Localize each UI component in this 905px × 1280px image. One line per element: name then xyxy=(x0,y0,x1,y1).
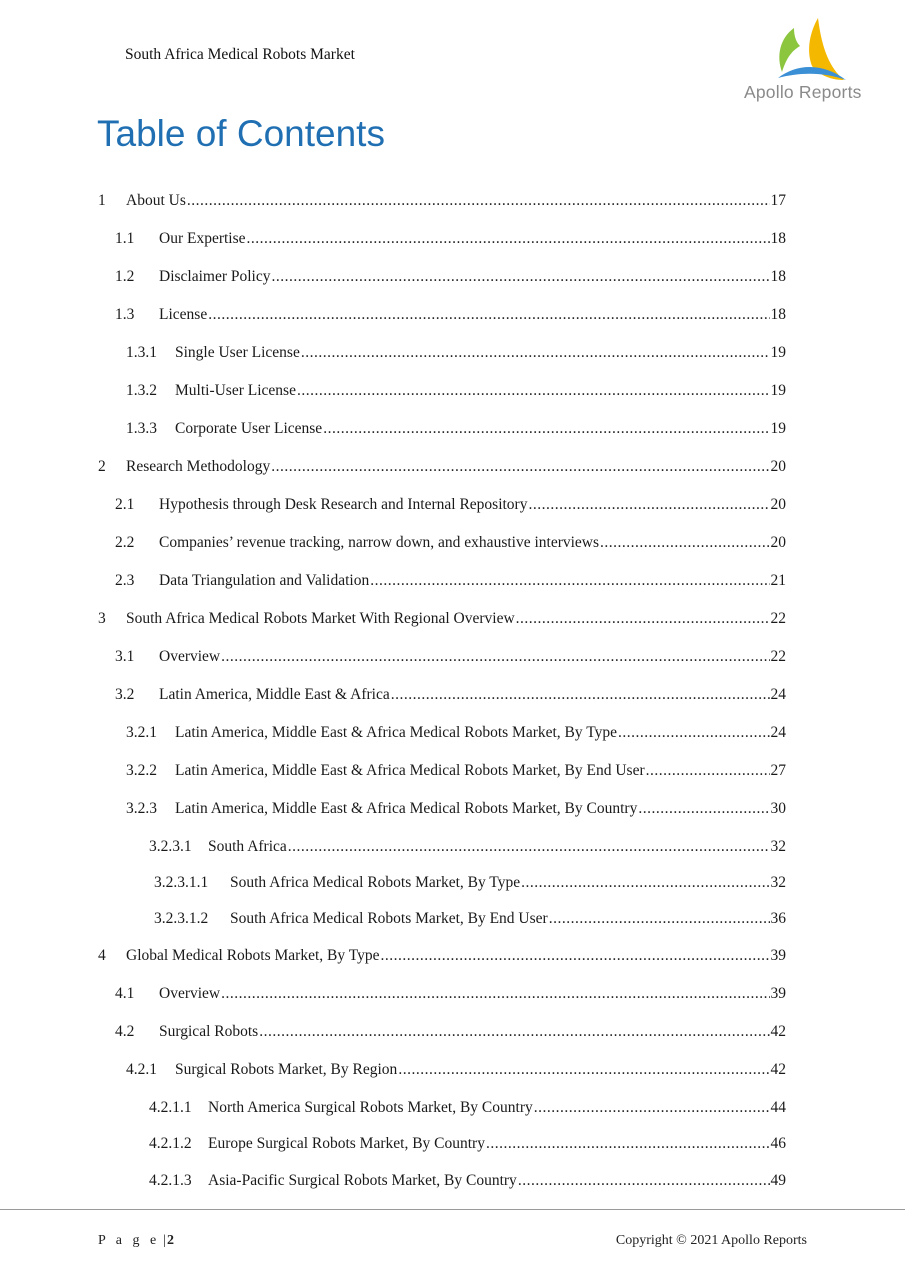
toc-dot-leader xyxy=(208,305,769,325)
toc-dot-leader xyxy=(380,946,769,966)
toc-entry[interactable] xyxy=(98,946,786,966)
toc-entry-title: South Africa xyxy=(208,838,287,855)
toc-entry[interactable] xyxy=(126,1060,786,1080)
toc-dot-leader xyxy=(271,457,769,477)
toc-entry[interactable] xyxy=(126,343,786,363)
toc-entry[interactable] xyxy=(149,837,786,857)
header-title: South Africa Medical Robots Market xyxy=(125,46,355,63)
toc-dot-leader xyxy=(398,1060,769,1080)
toc-entry-page: 24 xyxy=(770,686,786,703)
toc-entry-number: 2.1 xyxy=(115,496,135,513)
toc-entry[interactable] xyxy=(126,419,786,439)
toc-entry-number: 1.3.2 xyxy=(126,382,157,399)
toc-entry-title: Data Triangulation and Validation xyxy=(159,572,370,589)
toc-dot-leader xyxy=(391,685,770,705)
toc-entry-number: 3 xyxy=(98,610,106,627)
toc-entry-title: License xyxy=(159,306,208,323)
toc-dot-leader xyxy=(221,647,769,667)
toc-entry-title: Disclaimer Policy xyxy=(159,268,271,285)
toc-entry-title: Latin America, Middle East & Africa Medical Robots Market, By Country xyxy=(175,800,638,817)
toc-entry[interactable] xyxy=(115,571,786,591)
toc-entry[interactable] xyxy=(115,495,786,515)
toc-entry-number: 4.2.1.1 xyxy=(149,1099,192,1116)
toc-entry-page: 19 xyxy=(770,344,786,361)
toc-entry[interactable] xyxy=(115,229,786,249)
toc-entry[interactable] xyxy=(115,267,786,287)
toc-dot-leader xyxy=(272,267,770,287)
toc-entry-title: Global Medical Robots Market, By Type xyxy=(126,947,380,964)
toc-entry-number: 3.2.3.1.1 xyxy=(154,874,209,891)
toc-entry-page: 21 xyxy=(770,572,786,589)
toc-entry-title: Research Methodology xyxy=(126,458,271,475)
toc-entry-page: 39 xyxy=(770,947,786,964)
toc-dot-leader xyxy=(638,799,769,819)
toc-entry-title: North America Surgical Robots Market, By Country xyxy=(208,1099,533,1116)
toc-entry[interactable] xyxy=(115,1022,786,1042)
toc-entry-number: 1 xyxy=(98,192,106,209)
toc-entry-number: 4 xyxy=(98,947,106,964)
toc-entry-number: 2.3 xyxy=(115,572,135,589)
toc-entry-page: 36 xyxy=(770,910,786,927)
toc-dot-leader xyxy=(518,1171,770,1191)
toc-entry-title: Hypothesis through Desk Research and Internal Repository xyxy=(159,496,528,513)
toc-entry-number: 3.1 xyxy=(115,648,135,665)
toc-heading: Table of Contents xyxy=(97,113,385,154)
toc-dot-leader xyxy=(259,1022,769,1042)
toc-entry-number: 4.2.1.2 xyxy=(149,1135,192,1152)
toc-entry-title: Surgical Robots xyxy=(159,1023,259,1040)
toc-entry-number: 3.2.2 xyxy=(126,762,157,779)
toc-entry-title: South Africa Medical Robots Market, By Type xyxy=(230,874,521,891)
apollo-reports-logo xyxy=(742,14,882,106)
toc-dot-leader xyxy=(486,1134,770,1154)
toc-entry[interactable] xyxy=(126,761,786,781)
toc-entry-title: Asia-Pacific Surgical Robots Market, By Country xyxy=(208,1172,517,1189)
toc-entry-title: Our Expertise xyxy=(159,230,246,247)
toc-entry[interactable] xyxy=(115,984,786,1004)
toc-entry-page: 32 xyxy=(770,838,786,855)
toc-entry-number: 4.1 xyxy=(115,985,135,1002)
toc-entry-title: Latin America, Middle East & Africa xyxy=(159,686,390,703)
toc-dot-leader xyxy=(618,723,770,743)
toc-entry-title: Europe Surgical Robots Market, By Country xyxy=(208,1135,485,1152)
toc-entry-number: 2 xyxy=(98,458,106,475)
toc-entry-page: 19 xyxy=(770,420,786,437)
toc-entry[interactable] xyxy=(149,1171,786,1191)
toc-entry-page: 22 xyxy=(770,648,786,665)
toc-entry-title: Multi-User License xyxy=(175,382,296,399)
toc-dot-leader xyxy=(288,837,770,857)
toc-entry-number: 2.2 xyxy=(115,534,135,551)
toc-entry-page: 42 xyxy=(770,1061,786,1078)
toc-entry-number: 3.2 xyxy=(115,686,135,703)
toc-entry[interactable] xyxy=(154,909,786,929)
toc-dot-leader xyxy=(549,909,770,929)
toc-dot-leader xyxy=(646,761,770,781)
toc-dot-leader xyxy=(301,343,770,363)
toc-entry-title: South Africa Medical Robots Market With Regional Overview xyxy=(126,610,515,627)
toc-dot-leader xyxy=(323,419,769,439)
toc-entry-page: 18 xyxy=(770,230,786,247)
toc-entry[interactable] xyxy=(115,647,786,667)
footer-page-label: P a g e xyxy=(98,1233,160,1248)
toc-entry-page: 39 xyxy=(770,985,786,1002)
toc-entry[interactable] xyxy=(115,533,786,553)
toc-entry-title: Overview xyxy=(159,648,221,665)
toc-entry-page: 20 xyxy=(770,496,786,513)
toc-entry-page: 20 xyxy=(770,534,786,551)
toc-entry-page: 22 xyxy=(770,610,786,627)
toc-entry-page: 19 xyxy=(770,382,786,399)
toc-entry[interactable] xyxy=(149,1134,786,1154)
footer-separator: | xyxy=(163,1233,167,1248)
toc-entry[interactable] xyxy=(154,873,786,893)
toc-entry-page: 42 xyxy=(770,1023,786,1040)
toc-dot-leader xyxy=(221,984,769,1004)
toc-dot-leader xyxy=(370,571,769,591)
footer-copyright: Copyright © 2021 Apollo Reports xyxy=(615,1233,807,1248)
toc-entry-title: Single User License xyxy=(175,344,300,361)
toc-entry-number: 1.1 xyxy=(115,230,135,247)
toc-entry-number: 3.2.3 xyxy=(126,800,157,817)
toc-entry-number: 1.2 xyxy=(115,268,135,285)
toc-entry-title: Latin America, Middle East & Africa Medical Robots Market, By Type xyxy=(175,724,617,741)
toc-entry-title: Companies’ revenue tracking, narrow down, and exhaustive interviews xyxy=(159,534,600,551)
toc-entry[interactable] xyxy=(98,609,786,629)
toc-entry-number: 3.2.3.1.2 xyxy=(154,910,209,927)
toc-entry[interactable] xyxy=(98,457,786,477)
toc-entry-page: 46 xyxy=(770,1135,786,1152)
toc-entry-page: 32 xyxy=(770,874,786,891)
toc-entry[interactable] xyxy=(115,685,786,705)
toc-entry-number: 4.2.1 xyxy=(126,1061,157,1078)
toc-dot-leader xyxy=(247,229,770,249)
toc-entry-title: Overview xyxy=(159,985,221,1002)
toc-entry[interactable] xyxy=(98,191,786,211)
toc-entry[interactable] xyxy=(126,723,786,743)
toc-entry-title: South Africa Medical Robots Market, By End User xyxy=(230,910,548,927)
logo-green-leaf xyxy=(779,28,800,72)
toc-dot-leader xyxy=(297,381,770,401)
logo-text: Apollo Reports xyxy=(744,82,862,102)
toc-entry-number: 1.3.1 xyxy=(126,344,157,361)
apollo-logo-icon xyxy=(772,14,848,84)
toc-dot-leader xyxy=(521,873,769,893)
toc-entry-page: 20 xyxy=(770,458,786,475)
toc-entry-number: 1.3 xyxy=(115,306,135,323)
toc-entry-number: 4.2 xyxy=(115,1023,135,1040)
toc-entry-page: 27 xyxy=(770,762,786,779)
toc-entry-title: About Us xyxy=(126,192,186,209)
toc-entry-title: Corporate User License xyxy=(175,420,323,437)
toc-entry[interactable] xyxy=(115,305,786,325)
toc-entry-page: 49 xyxy=(770,1172,786,1189)
toc-entry[interactable] xyxy=(149,1098,786,1118)
toc-entry-page: 44 xyxy=(770,1099,786,1116)
toc-entry-number: 4.2.1.3 xyxy=(149,1172,192,1189)
toc-dot-leader xyxy=(516,609,770,629)
toc-entry-page: 17 xyxy=(770,192,786,209)
toc-entry-page: 18 xyxy=(770,268,786,285)
toc-entry-page: 18 xyxy=(770,306,786,323)
footer-page-value: 2 xyxy=(167,1233,175,1248)
toc-dot-leader xyxy=(534,1098,770,1118)
toc-entry-title: Latin America, Middle East & Africa Medical Robots Market, By End User xyxy=(175,762,645,779)
toc-entry-title: Surgical Robots Market, By Region xyxy=(175,1061,398,1078)
toc-entry[interactable] xyxy=(126,799,786,819)
toc-dot-leader xyxy=(187,191,770,211)
toc-dot-leader xyxy=(528,495,769,515)
toc-entry-number: 3.2.3.1 xyxy=(149,838,192,855)
toc-entry[interactable] xyxy=(126,381,786,401)
footer-page-number xyxy=(98,1233,174,1249)
footer-divider xyxy=(0,1209,905,1210)
toc-dot-leader xyxy=(600,533,769,553)
toc-entry-number: 1.3.3 xyxy=(126,420,157,437)
toc-entry-number: 3.2.1 xyxy=(126,724,157,741)
toc-entry-page: 24 xyxy=(770,724,786,741)
toc-entry-page: 30 xyxy=(770,800,786,817)
